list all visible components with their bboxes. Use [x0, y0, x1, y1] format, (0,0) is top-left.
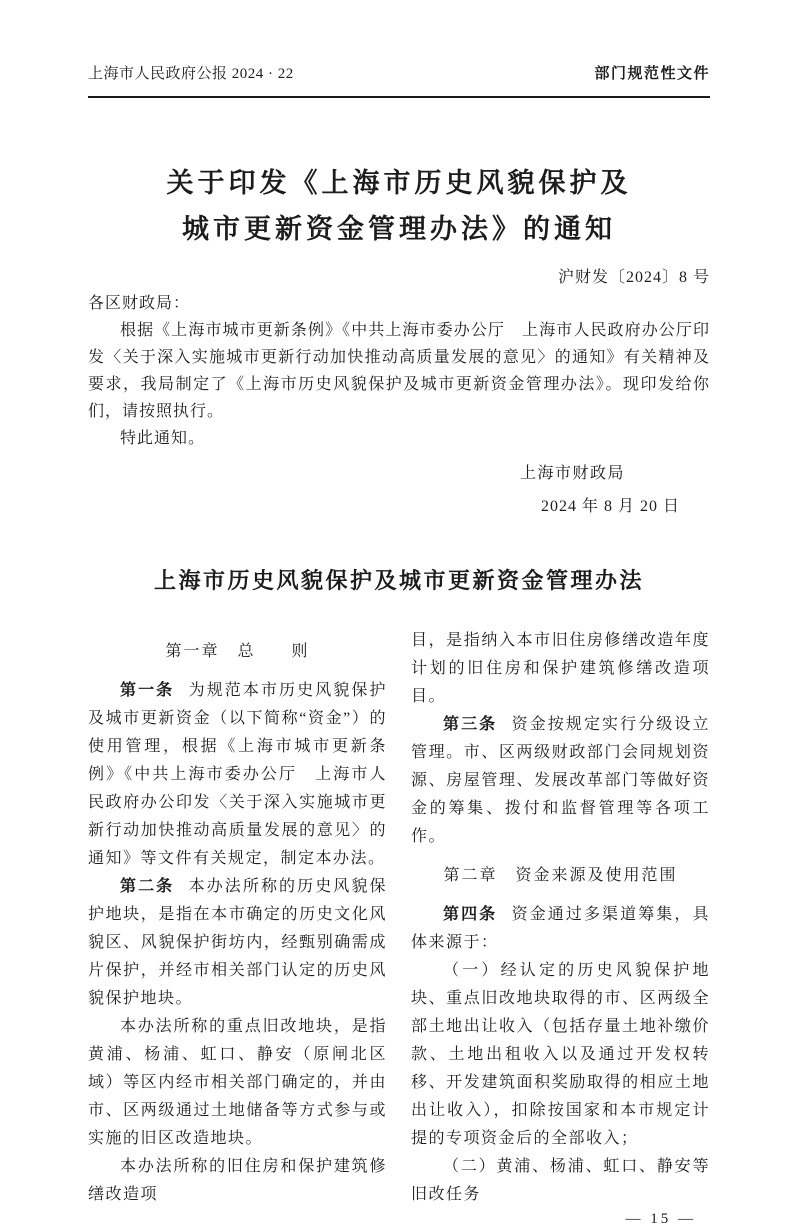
page-number: — 15 — — [625, 1211, 696, 1227]
article-3-label: 第三条 — [443, 716, 498, 733]
article-1-text: 为规范本市历史风貌保护及城市更新资金（以下简称“资金”）的使用管理，根据《上海市城市更新条例》《中共上海市委办公厅 上海市人民政府办公印发〈关于深入实施城市更新行动加快推动高质量发展的意见〉的通知》等文件有关规定，制定本办法。 — [88, 682, 387, 867]
closing-line: 特此通知。 — [120, 430, 206, 447]
issue-date: 2024 年 8 月 20 日 — [540, 498, 680, 515]
chapter-heading-2: 第二章 资金来源及使用范围 — [443, 867, 678, 884]
notice-title-line2: 城市更新资金管理办法》的通知 — [182, 214, 616, 244]
article-2-paragraph-2: 本办法所称的重点旧改地块，是指黄浦、杨浦、虹口、静安（原闸北区域）等区内经市相关部门确定的，并由市、区两级通过土地储备等方式参与或实施的旧区改造地块。 — [88, 1018, 387, 1147]
gazette-name: 上海市人民政府公报 2024 · 22 — [88, 66, 294, 82]
article-4-label: 第四条 — [443, 906, 498, 923]
article-1 — [88, 677, 387, 873]
article-4-text: 资金通过多渠道筹集，具体来源于： — [411, 906, 710, 951]
document-number: 沪财发〔2024〕8 号 — [557, 269, 710, 286]
article-2 — [88, 873, 387, 1013]
article-4-item-2: （二）黄浦、杨浦、虹口、静安等旧改任务 — [411, 1158, 710, 1203]
document-category: 部门规范性文件 — [594, 66, 710, 82]
article-2-paragraph-3: 本办法所称的旧住房和保护建筑修缮改造项 — [88, 1158, 387, 1203]
article-4 — [411, 901, 710, 957]
notice-title-line1: 关于印发《上海市历史风貌保护及 — [166, 168, 632, 198]
page-header — [88, 0, 710, 98]
article-3-text: 资金按规定实行分级设立管理。市、区两级财政部门会同规划资源、房屋管理、发展改革部门等做好资金的筹集、拨付和监督管理等各项工作。 — [411, 716, 710, 845]
article-2-paragraph-3-continued: 目，是指纳入本市旧住房修缮改造年度计划的旧住房和保护建筑修缮改造项目。 — [411, 632, 710, 705]
salutation: 各区财政局： — [88, 295, 191, 312]
notice-body — [88, 290, 710, 520]
notice-paragraph: 根据《上海市城市更新条例》《中共上海市委办公厅 上海市人民政府办公厅印发〈关于深入实施城市更新行动加快推动高质量发展的意见〉的通知》有关精神及要求，我局制定了《上海市历史风貌保护及城市更新资金管理办法》。现印发给你们，请按照执行。 — [88, 322, 710, 420]
article-3 — [411, 711, 710, 851]
article-2-label: 第二条 — [120, 878, 175, 895]
regulation-title: 上海市历史风貌保护及城市更新资金管理办法 — [153, 568, 644, 593]
article-4-item-1: （一）经认定的历史风貌保护地块、重点旧改地块取得的市、区两级全部土地出让收入（包括存量土地补缴价款、土地出租收入以及通过开发权转移、开发建筑面积奖励取得的相应土地出让收入），扣除按国家和本市规定计提的专项资金后的全部收入； — [411, 962, 710, 1147]
article-2-text: 本办法所称的历史风貌保护地块，是指在本市确定的历史文化风貌区、风貌保护街坊内，经甄别确需成片保护，并经市相关部门认定的历史风貌保护地块。 — [88, 878, 387, 1007]
issuing-authority: 上海市财政局 — [519, 465, 625, 482]
article-1-label: 第一条 — [120, 682, 175, 699]
notice-title — [88, 160, 710, 252]
chapter-heading-1: 第一章 总 则 — [165, 643, 310, 660]
page-content — [88, 0, 710, 1228]
